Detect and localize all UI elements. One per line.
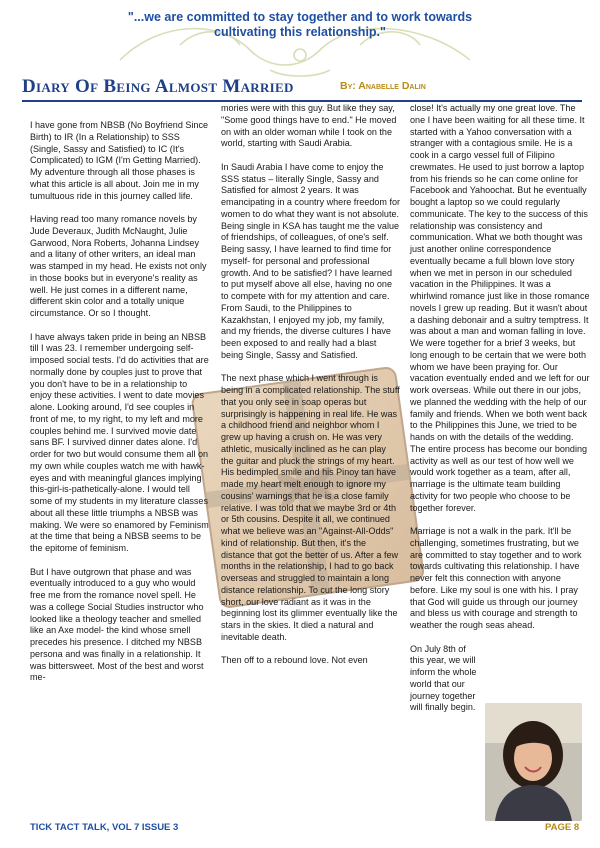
paragraph: close! It's actually my one great love. The one I have been waiting for all these time. It started with a Yahoo conversation with a stranger with a contagious smile. He is a cook in a cargo vessel full of Filipino crewmates. He used to just borrow a laptop from his friends so he can come online for Facebook and Yahoochat. But he eventually bought a laptop so we could regularly communicate. The key to the success of this relationship was consistency and communication. What we both thought was just another online correspondence eventually became a full blown love story when we met in person in our scheduled vacation in the Philippines. It was a whirlwind romance just like in those romance novels I grew up reading. But it wasn't about a dashing debonair and a sultry temptress. It was about a man and woman falling in love. We were together for a brief 3 weeks, but long enough to be certain that we were both whom we have been praying for. Our vacation eventually ended and we left for our work overseas. While out there in our jobs, we planned the wedding with the help of our family and friends. When we both went back to the Philippines this June, we tried to be hands on with the details of the wedding. The entire process has become our bonding activity as well as our test of how well we would work together as a team, after all, marriage is the ultimate team building activity for two people who choose to be together forever.	[410, 103, 590, 513]
paragraph: mories were with this guy. But like they say, "Some good things have to end." He moved on with an older woman while I took on the world, starting with Saudi Arabia.	[221, 103, 397, 149]
paragraph: Then off to a rebound love. Not even	[221, 655, 368, 666]
footer-page-number: PAGE 8	[545, 822, 580, 833]
pull-quote	[80, 10, 520, 40]
title-divider	[22, 100, 582, 102]
pull-quote-line-1: "...we are committed to stay together and to work towards	[127, 10, 473, 24]
article-column-1	[30, 120, 210, 696]
footer-publication: TICK TACT TALK, VOL 7 ISSUE 3	[30, 822, 179, 833]
paragraph: In Saudi Arabia I have come to enjoy the SSS status – literally Single, Sassy and Satisfied for almost 2 years. It was emancipating in a country where freedom for women to do what they want is not absolute. Being single in KSA has taught me the value of friendships, of colleagues, of one's self. Being sassy, I have learned to find time for myself- for personal and professional growth. And to be satisfied? I have learned to put myself above all else, having no one to compete with for my attention and care. From Saudi, to the Philippines to Kazakhstan, I enjoyed my job, my family, and my friends, the diverse cultures I have been exposed to and really had a blast being Single, Sassy and Satisfied.	[221, 161, 401, 360]
author-photo	[485, 703, 582, 821]
paragraph: Having read too many romance novels by Jude Deveraux, Judith McNaught, Julie Garwood, Nora Roberts, Johanna Lindsey and a litany of other writers, an ideal man was stamped in my head. He exists not only in those books but in everyone's reality as well. He just comes in a different name, different skin color and a totally unique circumstance. Or so I thought.	[30, 214, 207, 318]
article-title: Diary Of Being Almost Married	[22, 76, 294, 97]
pull-quote-line-2: cultivating this relationship."	[214, 25, 386, 39]
article-byline: By: Anabelle Dalin	[340, 80, 426, 92]
paragraph: Marriage is not a walk in the park. It'll be challenging, sometimes frustrating, but we are committed to stay together and to work towards cultivating this relationship. I have never felt this connection with anyone before. Like my soul is one with his. I pray that God will guide us through our journey and bless us with courage and strength to weather the rough seas ahead.	[410, 526, 582, 630]
article-column-2	[221, 103, 401, 679]
paragraph: I have always taken pride in being an NBSB till I was 23. I remember undergoing self- imposed social tests. I'd do activities that are normally done by couples just to prove that you don't have to be in a relationship to enjoy these activities. I went to date movies alone. Looking around, I'd see couples in front of me, to my right, to my left and more couples behind me. I survived movie date sans BF. I survived dinner dates alone. I'd order for two but would consume them all on my own while couples watch me with hawk-eyes and with meaningful glances implying this-girl-is-pathetically-alone. I would tell some of my students in my literature classes about all these little triumphs a NBSB was making. We were so enamored by Feminism at the time that being a NBSB seems to be the epitome of feminism.	[30, 331, 209, 553]
paragraph: On July 8th of this year, we will inform the whole world that our journey together will finally begin.	[410, 643, 477, 713]
article-column-3	[410, 103, 590, 726]
article-header	[22, 76, 582, 98]
paragraph: I have gone from NBSB (No Boyfriend Since Birth) to IR (In a Relationship) to SSS (Single, Sassy and Satisfied) to IC (It's Complicated) to IGM (I'm Getting Married). My adventure through all those phases is what this article is all about. Join me in my tumultuous ride in this journey called life.	[30, 120, 209, 201]
paragraph: The next phase which I went through is being in a complicated relationship. The stuff that you only see in soap operas but surprisingly is happening in real life. He was a childhood friend and neighbor whom I grew up having a crush on. He was very athletic, musically inclined as he can play the guitar and pluck the strings of my heart. His bedimpled smile and his Pinoy tan have made my heart melt enough to ignore my cousins' warnings that he is a close family relative. I was told that we maybe 3rd or 4th or 5th cousins. Despite it all, we continued what we believe was an "Against-All-Odds" kind of relationship. But then, it's the distance that got the better of us. After a few months in the relationship, I had to go back overseas and struggled to maintain a long distance relationship. To cut the long story short, our love radiant as it was in the beginning lost its glimmer eventually like the stars in the skies. It died a natural and inevitable death.	[221, 373, 400, 642]
paragraph: But I have outgrown that phase and was eventually introduced to a guy who would free me from the romance novel spell. He was a college Social Studies instructor who looked like a theology teacher and smelled like an Axe model- the kind whose smell precedes his presence. I ditched my NBSB persona and was finally in a relationship. It was bittersweet. Most of the best and worst me-	[30, 566, 204, 683]
